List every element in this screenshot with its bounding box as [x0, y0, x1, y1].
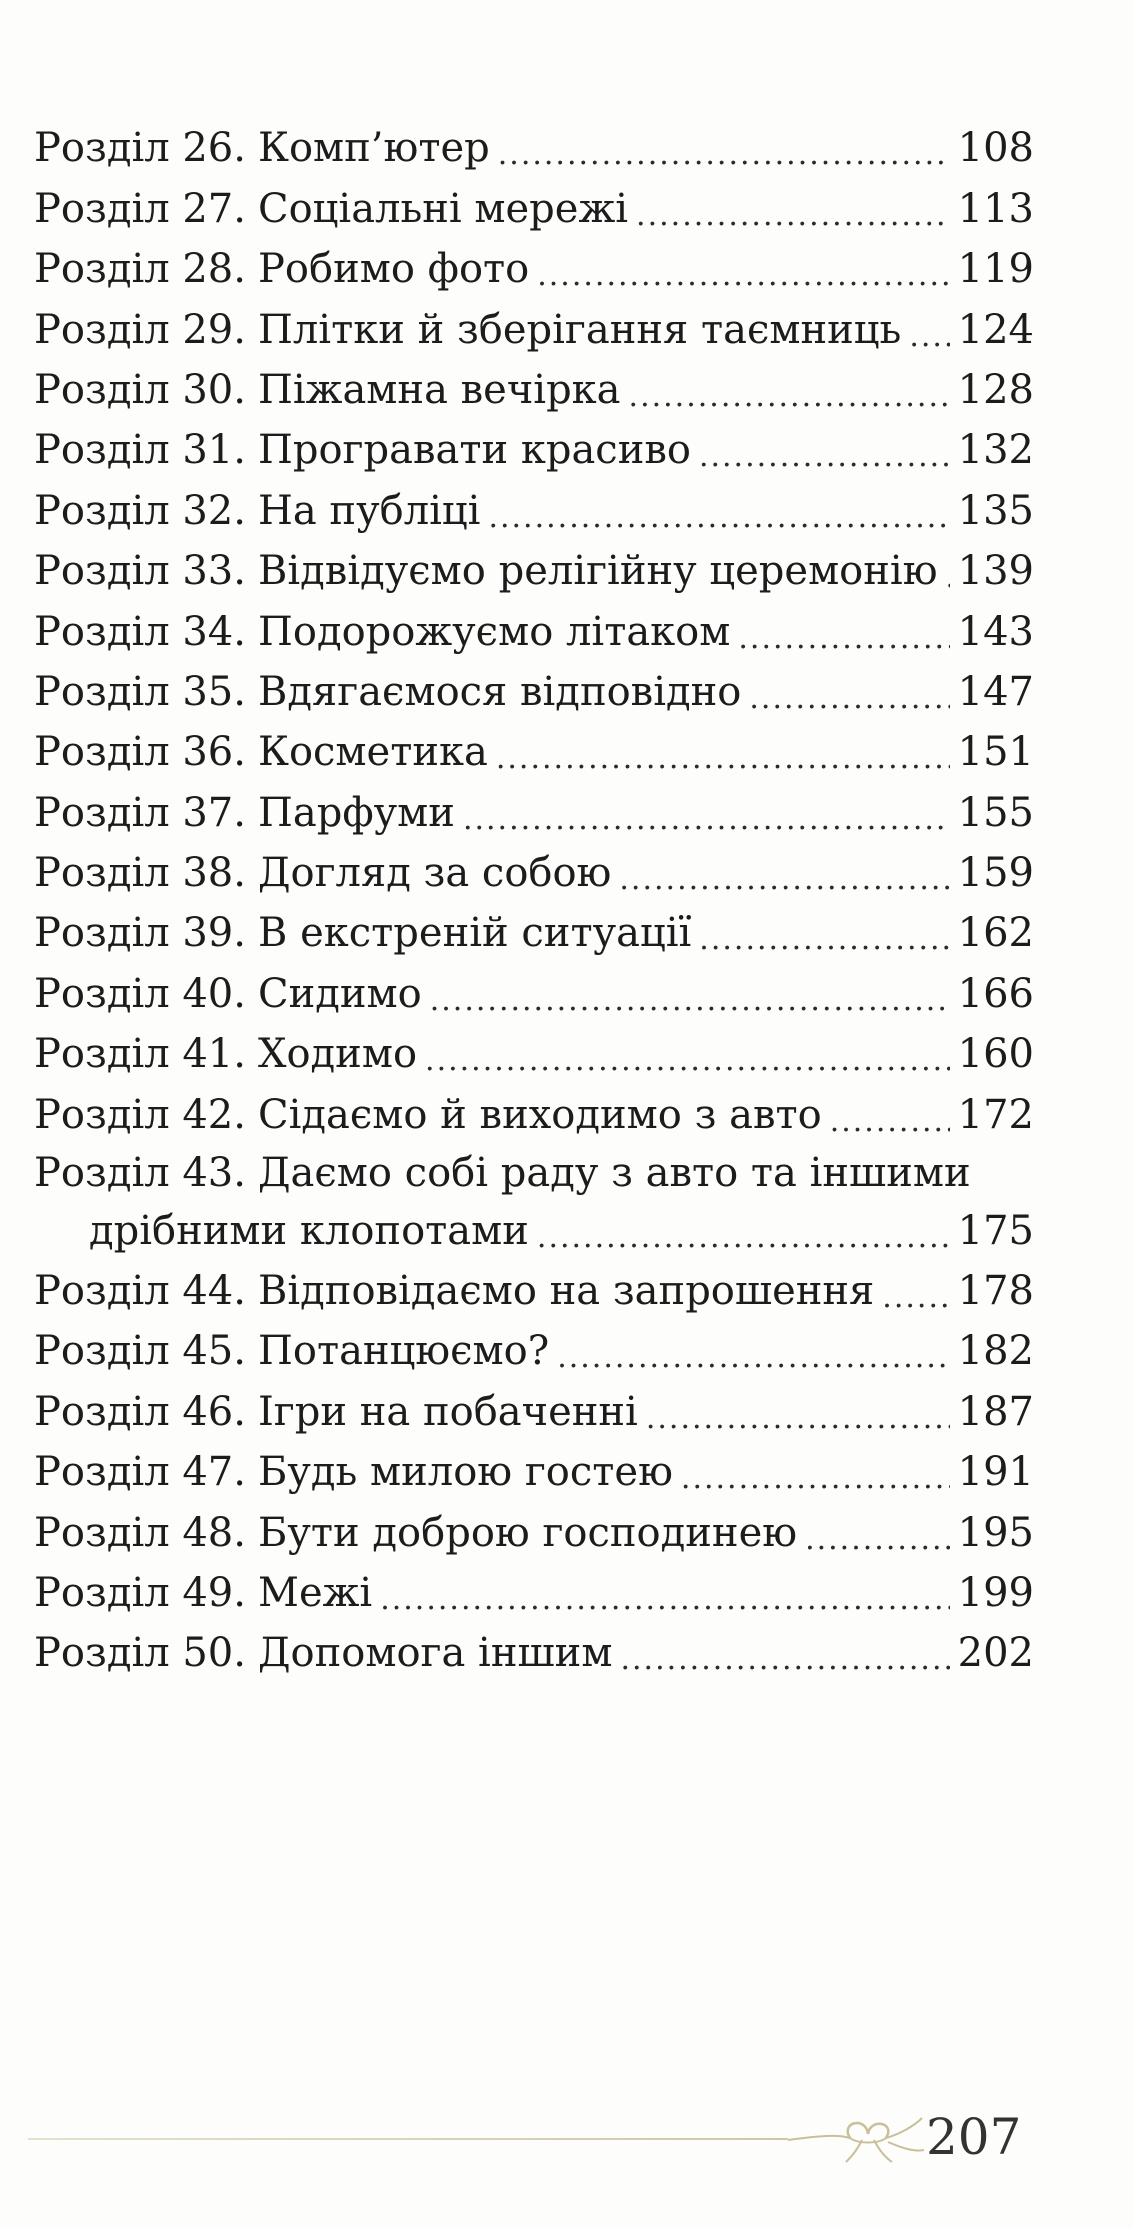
toc-entry-title [34, 602, 730, 662]
toc-entry-title [34, 722, 488, 782]
toc-entry-label: Розділ 27. [34, 185, 246, 232]
toc-entry-label: Розділ 42. [34, 1091, 246, 1138]
leader-dots [830, 1099, 950, 1145]
toc-entry-label: Розділ 35. [34, 668, 246, 715]
toc-entry-text: Сидимо [257, 970, 422, 1017]
toc-page-number: 151 [957, 729, 1034, 776]
page-footer [28, 2098, 1028, 2178]
toc-entry-label: Розділ 46. [34, 1388, 246, 1435]
toc-entry-title [34, 843, 611, 903]
toc-page-number: 160 [957, 1031, 1034, 1078]
toc-entry-text: Програвати красиво [257, 427, 691, 474]
toc-page-number: 191 [957, 1449, 1034, 1496]
toc-entry-text: Подорожуємо літаком [257, 608, 731, 655]
leader-dots [749, 676, 949, 722]
toc-entry-29 [34, 299, 1034, 359]
toc-entry-title [34, 1503, 797, 1563]
toc-page-number: 155 [957, 789, 1034, 836]
leader-dots [681, 1456, 950, 1502]
toc-entry-label: Розділ 38. [34, 850, 246, 897]
toc-entry-49 [34, 1563, 1034, 1623]
toc-page-number: 124 [957, 306, 1034, 353]
toc-entry-38 [34, 843, 1034, 903]
toc-entry-text: Будь милою гостею [257, 1449, 673, 1496]
toc-entry-title [34, 118, 490, 178]
toc-entry-title [34, 239, 529, 299]
toc-entry-label: Розділ 49. [34, 1569, 246, 1616]
toc-entry-34 [34, 601, 1034, 661]
toc-entry-text: Вдягаємося відповідно [257, 668, 742, 715]
leader-dots [488, 495, 949, 541]
toc-entry-30 [34, 360, 1034, 420]
toc-entry-label: Розділ 39. [34, 910, 246, 957]
leader-dots [636, 193, 950, 239]
toc-page-number: 178 [957, 1268, 1034, 1315]
toc-entry-text: Ходимо [257, 1031, 418, 1078]
toc-entry-title-line-1 [34, 1145, 1034, 1201]
toc-entry-text: Сідаємо й виходимо з авто [257, 1091, 822, 1138]
toc-entry-title [34, 1623, 612, 1683]
toc-entry-label: Розділ 48. [34, 1509, 246, 1556]
leader-dots [882, 1275, 949, 1321]
toc-entry-label: Розділ 47. [34, 1449, 246, 1496]
toc-entry-title [34, 783, 455, 843]
toc-page-number: 113 [957, 185, 1034, 232]
toc-entry-text: Відвідуємо релігійну церемонію [257, 548, 938, 595]
leader-dots [537, 1215, 950, 1261]
toc-entry-title-line-2 [34, 1201, 1034, 1261]
toc-entry-title [34, 481, 480, 541]
leader-dots [537, 253, 949, 299]
toc-entry-label: Розділ 44. [34, 1268, 246, 1315]
leader-dots [620, 1637, 949, 1683]
toc-entry-46 [34, 1381, 1034, 1441]
toc-entry-title [34, 179, 628, 239]
table-of-contents [34, 118, 1034, 1683]
toc-entry-label: Розділ 40. [34, 970, 246, 1017]
toc-entry-title [34, 662, 741, 722]
toc-entry-label: Розділ 32. [34, 487, 246, 534]
toc-entry-43 [34, 1145, 1034, 1261]
leader-dots [738, 616, 949, 662]
toc-page-number: 159 [957, 850, 1034, 897]
leader-dots [619, 857, 949, 903]
toc-entry-37 [34, 782, 1034, 842]
toc-page-number: 147 [957, 668, 1034, 715]
toc-entry-text: Межі [257, 1569, 373, 1616]
leader-dots [380, 1577, 949, 1623]
toc-entry-text: Косметика [257, 729, 488, 776]
toc-entry-title [34, 420, 691, 480]
leader-dots [805, 1517, 950, 1563]
toc-entry-text: Допомога іншим [257, 1630, 613, 1677]
toc-page-number: 182 [957, 1328, 1034, 1375]
toc-entry-title [34, 964, 422, 1024]
toc-page-number: 199 [957, 1569, 1034, 1616]
footer-rule [28, 2138, 788, 2140]
toc-entry-title [34, 1382, 638, 1442]
toc-entry-label: Розділ 28. [34, 246, 246, 293]
leader-dots [909, 314, 949, 360]
toc-entry-text: Робимо фото [257, 246, 530, 293]
leader-dots [699, 917, 949, 963]
toc-entry-title [34, 1085, 822, 1145]
toc-entry-36 [34, 722, 1034, 782]
toc-page-number: 172 [957, 1091, 1034, 1138]
toc-entry-26 [34, 118, 1034, 178]
toc-entry-44 [34, 1261, 1034, 1321]
page-number: 207 [926, 2108, 1022, 2166]
toc-entry-31 [34, 420, 1034, 480]
toc-entry-label: Розділ 34. [34, 608, 246, 655]
toc-entry-label: Розділ 36. [34, 729, 246, 776]
toc-entry-label: Розділ 29. [34, 306, 246, 353]
toc-page-number: 108 [957, 125, 1034, 172]
toc-entry-47 [34, 1442, 1034, 1502]
leader-dots [463, 797, 950, 843]
toc-entry-label: Розділ 30. [34, 366, 246, 413]
toc-entry-text: Піжамна вечірка [257, 366, 621, 413]
toc-entry-27 [34, 178, 1034, 238]
toc-entry-text: Потанцюємо? [257, 1328, 550, 1375]
leader-dots [430, 978, 950, 1024]
toc-entry-title [34, 1563, 372, 1623]
toc-entry-text: В екстреній ситуації [257, 910, 692, 957]
leader-dots [699, 434, 950, 480]
toc-entry-28 [34, 239, 1034, 299]
toc-entry-45 [34, 1321, 1034, 1381]
toc-page-number: 132 [957, 427, 1034, 474]
toc-entry-label: Розділ 50. [34, 1630, 246, 1677]
leader-dots [557, 1335, 949, 1381]
toc-entry-label: Розділ 31. [34, 427, 246, 474]
toc-entry-title [34, 903, 691, 963]
toc-page-number: 135 [957, 487, 1034, 534]
toc-entry-40 [34, 963, 1034, 1023]
toc-entry-title [34, 541, 938, 601]
toc-entry-41 [34, 1024, 1034, 1084]
toc-entry-text: На публіці [257, 487, 481, 534]
toc-page-number: 162 [957, 910, 1034, 957]
toc-entry-title [34, 1442, 673, 1502]
toc-page-number: 143 [957, 608, 1034, 655]
toc-entry-label: Розділ 41. [34, 1031, 246, 1078]
toc-page-number: 202 [957, 1630, 1034, 1677]
toc-entry-text: Ігри на побаченні [257, 1388, 638, 1435]
toc-entry-text: Даємо собі раду з авто та іншими [257, 1149, 971, 1196]
toc-entry-label: Розділ 37. [34, 789, 246, 836]
toc-entry-label: Розділ 43. [34, 1149, 246, 1196]
leader-dots [425, 1038, 950, 1084]
toc-entry-text: Догляд за собою [257, 850, 612, 897]
toc-entry-35 [34, 662, 1034, 722]
leader-dots [946, 555, 950, 601]
toc-entry-label: Розділ 26. [34, 125, 246, 172]
toc-entry-title [34, 1261, 874, 1321]
toc-entry-50 [34, 1623, 1034, 1683]
toc-entry-text: Соціальні мережі [257, 185, 629, 232]
toc-entry-text: Бути доброю господинею [257, 1509, 798, 1556]
toc-entry-title [34, 300, 901, 360]
toc-entry-32 [34, 480, 1034, 540]
toc-entry-text: Плітки й зберігання таємниць [257, 306, 902, 353]
toc-entry-label: Розділ 45. [34, 1328, 246, 1375]
leader-dots [646, 1396, 950, 1442]
toc-entry-33 [34, 541, 1034, 601]
toc-entry-title [34, 1321, 549, 1381]
toc-page-number: 166 [957, 970, 1034, 1017]
toc-entry-label: Розділ 33. [34, 548, 246, 595]
ribbon-ornament-icon [788, 2108, 928, 2168]
toc-page-number: 195 [957, 1509, 1034, 1556]
toc-entry-39 [34, 903, 1034, 963]
toc-entry-title [34, 1024, 417, 1084]
toc-entry-title [34, 360, 621, 420]
toc-page-number: 139 [957, 548, 1034, 595]
toc-page-number: 175 [957, 1207, 1034, 1254]
toc-page-number: 128 [957, 366, 1034, 413]
toc-entry-text: Комп’ютер [257, 125, 490, 172]
toc-page-number: 119 [957, 246, 1034, 293]
leader-dots [498, 132, 950, 178]
toc-entry-text: Парфуми [257, 789, 455, 836]
toc-page-number: 187 [957, 1388, 1034, 1435]
toc-entry-text: Відповідаємо на запрошення [257, 1268, 875, 1315]
toc-entry-text-continued: дрібними клопотами [89, 1207, 529, 1254]
leader-dots [629, 374, 950, 420]
toc-entry-48 [34, 1502, 1034, 1562]
toc-entry-42 [34, 1084, 1034, 1144]
leader-dots [496, 736, 950, 782]
